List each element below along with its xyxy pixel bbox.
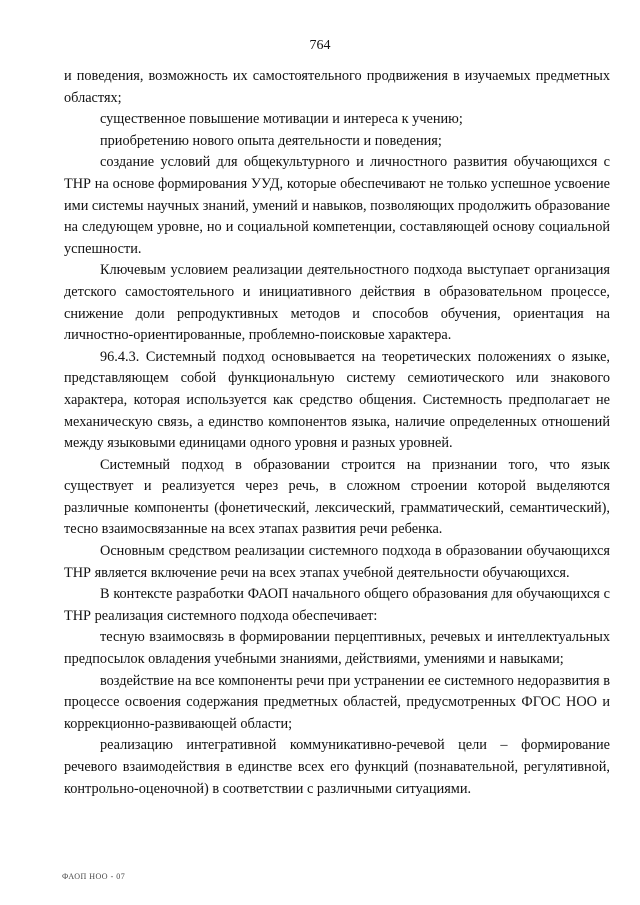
paragraph: Ключевым условием реализации деятельностного подхода выступает организация детского самостоятельного и инициативного действия в образовательном процессе, снижение доли репродуктивных методов и способов обучения, ориентация на личностно-ориентированные, проблемно-поисковые характера. [64, 262, 610, 344]
paragraph: тесную взаимосвязь в формировании перцептивных, речевых и интеллектуальных предпосылок овладения учебными знаниями, действиями, умениями и навыками; [64, 629, 610, 668]
paragraph: существенное повышение мотивации и интереса к учению; [100, 111, 463, 128]
paragraph: Системный подход в образовании строится на признании того, что язык существует и реализуется через речь, в сложном строении которой выделяются различные компоненты (фонетический, лексический, грамматический, семантический), тесно взаимосвязанные на всех этапах развития речи ребенка. [64, 456, 610, 538]
paragraph: 96.4.3. Системный подход основывается на теоретических положениях о языке, представляющем собой функциональную систему семиотического или знакового характера, которая используется как средство общения. Системность предполагает не механическую связь, а единство компонентов языка, наличие определенных отношений между языковыми единицами одного уровня и разных уровней. [64, 348, 610, 452]
paragraph: реализацию интегративной коммуникативно-речевой цели – формирование речевого взаимодействия в единстве всех его функций (познавательной, регулятивной, контрольно-оценочной) в соответствии с различными ситуациями. [64, 737, 610, 797]
paragraph: воздействие на все компоненты речи при устранении ее системного недоразвития в процессе освоения содержания предметных областей, предусмотренных ФГОС НОО и коррекционно-развивающей области; [64, 672, 610, 732]
paragraph: и поведения, возможность их самостоятельного продвижения в изучаемых предметных областях; [64, 68, 610, 106]
page-number: 764 [309, 38, 331, 53]
paragraph: приобретению нового опыта деятельности и поведения; [100, 132, 442, 149]
paragraph: создание условий для общекультурного и личностного развития обучающихся с ТНР на основе формирования УУД, которые обеспечивают не только успешное усвоение ими системы научных знаний, умений и навыков, позволяющих продолжить образование на следующем уровне, но и социальной компетенции, составляющей основу социальной успешности. [64, 154, 610, 257]
paragraph: Основным средством реализации системного подхода в образовании обучающихся ТНР является включение речи на всех этапах учебной деятельности обучающихся. [64, 543, 610, 581]
body-text [64, 66, 610, 800]
footer-document-code: ФАОП НОО - 07 [62, 872, 126, 881]
paragraph: В контексте разработки ФАОП начального общего образования для обучающихся с ТНР реализация системного подхода обеспечивает: [64, 586, 610, 624]
